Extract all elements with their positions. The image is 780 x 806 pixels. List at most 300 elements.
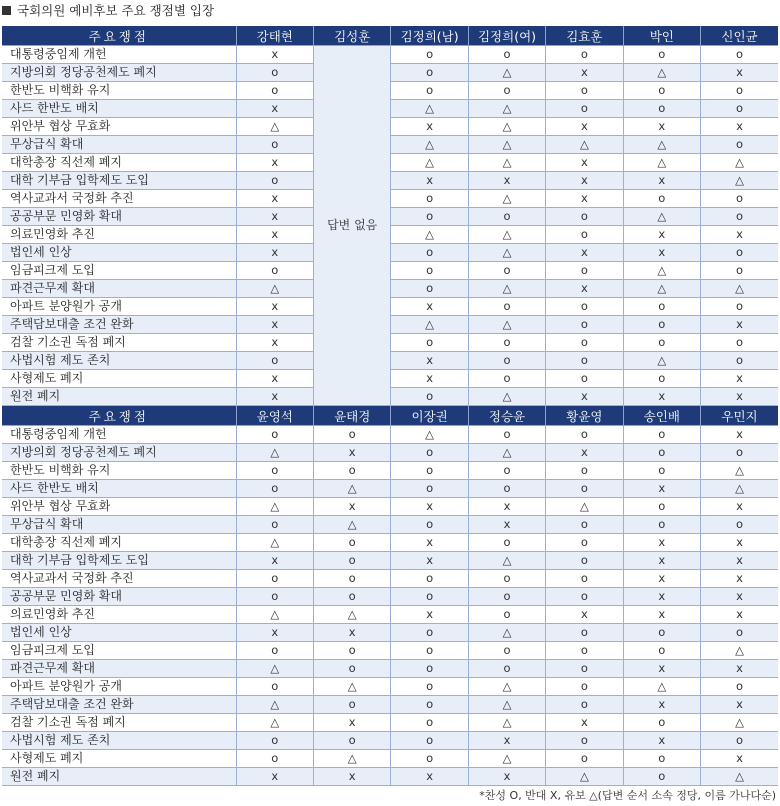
position-cell: x bbox=[623, 570, 700, 588]
position-cell: △ bbox=[236, 660, 313, 678]
position-cell: x bbox=[701, 696, 778, 714]
issue-label: 원전 폐지 bbox=[2, 768, 236, 786]
page-title bbox=[2, 2, 214, 20]
position-cell: o bbox=[313, 426, 390, 444]
position-cell: o bbox=[236, 352, 313, 370]
position-cell: o bbox=[468, 46, 545, 64]
position-cell: o bbox=[623, 498, 700, 516]
position-cell: △ bbox=[468, 552, 545, 570]
legend-note: *찬성 O, 반대 X, 유보 △(답변 순서 소속 정당, 이름 가나다순) bbox=[479, 789, 776, 802]
position-cell: o bbox=[623, 370, 700, 388]
position-cell: o bbox=[391, 82, 468, 100]
issue-label: 임금피크제 도입 bbox=[2, 262, 236, 280]
table-row bbox=[2, 370, 778, 388]
position-cell: o bbox=[701, 352, 778, 370]
position-cell: x bbox=[236, 388, 313, 406]
position-cell: o bbox=[391, 624, 468, 642]
position-cell: △ bbox=[468, 750, 545, 768]
candidate-column-header: 김성훈 bbox=[313, 26, 390, 46]
position-cell: △ bbox=[468, 624, 545, 642]
position-cell: △ bbox=[546, 498, 623, 516]
issue-label: 역사교과서 국정화 추진 bbox=[2, 570, 236, 588]
position-cell: o bbox=[391, 462, 468, 480]
position-cell: o bbox=[236, 172, 313, 190]
position-cell: o bbox=[391, 714, 468, 732]
position-cell: x bbox=[236, 46, 313, 64]
position-cell: x bbox=[236, 768, 313, 786]
position-cell: △ bbox=[468, 280, 545, 298]
position-cell: o bbox=[623, 334, 700, 352]
position-cell: o bbox=[236, 516, 313, 534]
issue-label: 대학 기부금 입학제도 도입 bbox=[2, 552, 236, 570]
position-cell: x bbox=[468, 172, 545, 190]
position-cell: x bbox=[236, 100, 313, 118]
table-row bbox=[2, 606, 778, 624]
position-cell: o bbox=[391, 244, 468, 262]
position-cell: o bbox=[391, 280, 468, 298]
position-cell: x bbox=[623, 732, 700, 750]
table-row bbox=[2, 262, 778, 280]
position-cell: o bbox=[546, 624, 623, 642]
position-cell: o bbox=[468, 208, 545, 226]
table-row bbox=[2, 624, 778, 642]
position-cell: o bbox=[701, 82, 778, 100]
position-cell: o bbox=[546, 208, 623, 226]
position-cell: △ bbox=[468, 388, 545, 406]
position-cell: o bbox=[546, 516, 623, 534]
candidate-column-header: 김효훈 bbox=[546, 26, 623, 46]
position-cell: △ bbox=[701, 154, 778, 172]
table-row bbox=[2, 190, 778, 208]
issue-label: 파견근무제 확대 bbox=[2, 280, 236, 298]
position-cell: o bbox=[701, 732, 778, 750]
position-cell: x bbox=[236, 334, 313, 352]
position-cell: o bbox=[546, 352, 623, 370]
position-cell: o bbox=[546, 552, 623, 570]
position-cell: o bbox=[701, 100, 778, 118]
position-cell: o bbox=[468, 352, 545, 370]
issue-label: 의료민영화 추진 bbox=[2, 226, 236, 244]
position-cell: o bbox=[391, 334, 468, 352]
position-cell: x bbox=[313, 624, 390, 642]
position-cell: o bbox=[236, 678, 313, 696]
position-cell: x bbox=[236, 552, 313, 570]
table-row bbox=[2, 480, 778, 498]
issue-label: 검찰 기소권 독점 폐지 bbox=[2, 714, 236, 732]
position-cell: △ bbox=[546, 768, 623, 786]
position-cell: x bbox=[701, 606, 778, 624]
position-cell: x bbox=[701, 370, 778, 388]
position-cell: △ bbox=[391, 316, 468, 334]
position-cell: o bbox=[701, 624, 778, 642]
candidate-column-header: 황윤영 bbox=[546, 406, 623, 426]
position-cell: o bbox=[391, 46, 468, 64]
position-cell: x bbox=[546, 606, 623, 624]
issue-label: 대통령중임제 개헌 bbox=[2, 46, 236, 64]
position-cell: o bbox=[236, 642, 313, 660]
position-cell: o bbox=[546, 534, 623, 552]
table-row bbox=[2, 426, 778, 444]
position-cell: △ bbox=[623, 154, 700, 172]
position-cell: x bbox=[236, 244, 313, 262]
position-cell: o bbox=[236, 480, 313, 498]
candidate-column-header: 김정희(여) bbox=[468, 26, 545, 46]
table-row bbox=[2, 588, 778, 606]
position-cell: o bbox=[236, 750, 313, 768]
issue-label: 검찰 기소권 독점 폐지 bbox=[2, 334, 236, 352]
position-cell: △ bbox=[701, 280, 778, 298]
position-cell: x bbox=[623, 118, 700, 136]
table-row bbox=[2, 462, 778, 480]
position-cell: o bbox=[468, 426, 545, 444]
position-cell: x bbox=[546, 244, 623, 262]
table-top-header bbox=[2, 26, 778, 46]
position-cell: o bbox=[468, 334, 545, 352]
position-cell: x bbox=[391, 118, 468, 136]
position-cell: o bbox=[391, 480, 468, 498]
position-cell: △ bbox=[468, 444, 545, 462]
table-row bbox=[2, 498, 778, 516]
table-row bbox=[2, 352, 778, 370]
candidate-column-header: 윤영석 bbox=[236, 406, 313, 426]
position-cell: △ bbox=[623, 136, 700, 154]
position-cell: o bbox=[546, 370, 623, 388]
table-row bbox=[2, 334, 778, 352]
position-cell: △ bbox=[468, 244, 545, 262]
header-row bbox=[2, 26, 778, 46]
position-cell: △ bbox=[468, 100, 545, 118]
candidate-column-header: 우민지 bbox=[701, 406, 778, 426]
issue-label: 한반도 비핵화 유지 bbox=[2, 82, 236, 100]
position-cell: x bbox=[468, 732, 545, 750]
table-bottom-header bbox=[2, 406, 778, 426]
position-cell: x bbox=[546, 714, 623, 732]
position-cell: o bbox=[546, 642, 623, 660]
position-cell: △ bbox=[468, 316, 545, 334]
position-cell: o bbox=[546, 100, 623, 118]
position-cell: x bbox=[546, 444, 623, 462]
position-cell: x bbox=[546, 154, 623, 172]
position-cell: o bbox=[468, 462, 545, 480]
position-cell: x bbox=[391, 768, 468, 786]
position-cell: o bbox=[468, 606, 545, 624]
issue-label: 사법시험 제도 존치 bbox=[2, 352, 236, 370]
table-row bbox=[2, 136, 778, 154]
position-cell: o bbox=[391, 190, 468, 208]
position-cell: △ bbox=[313, 480, 390, 498]
position-cell: x bbox=[701, 588, 778, 606]
positions-table-bottom bbox=[2, 406, 778, 786]
table-row bbox=[2, 208, 778, 226]
issue-label: 무상급식 확대 bbox=[2, 516, 236, 534]
position-cell: o bbox=[546, 678, 623, 696]
position-cell: o bbox=[313, 642, 390, 660]
issue-label: 아파트 분양원가 공개 bbox=[2, 678, 236, 696]
position-cell: △ bbox=[701, 768, 778, 786]
table-row bbox=[2, 750, 778, 768]
position-cell: △ bbox=[468, 714, 545, 732]
table-row bbox=[2, 444, 778, 462]
position-cell: x bbox=[391, 606, 468, 624]
position-cell: △ bbox=[391, 100, 468, 118]
position-cell: o bbox=[313, 552, 390, 570]
position-cell: o bbox=[236, 262, 313, 280]
issue-label: 사형제도 폐지 bbox=[2, 370, 236, 388]
position-cell: o bbox=[391, 208, 468, 226]
position-cell: o bbox=[546, 462, 623, 480]
position-cell: o bbox=[623, 714, 700, 732]
position-cell: x bbox=[468, 498, 545, 516]
candidate-column-header: 정승윤 bbox=[468, 406, 545, 426]
position-cell: △ bbox=[391, 226, 468, 244]
table-row bbox=[2, 678, 778, 696]
position-cell: △ bbox=[468, 696, 545, 714]
issue-label: 위안부 협상 무효화 bbox=[2, 118, 236, 136]
issue-label: 사드 한반도 배치 bbox=[2, 100, 236, 118]
position-cell: o bbox=[623, 100, 700, 118]
issue-label: 지방의회 정당공천제도 폐지 bbox=[2, 64, 236, 82]
issue-label: 역사교과서 국정화 추진 bbox=[2, 190, 236, 208]
position-cell: o bbox=[623, 444, 700, 462]
position-cell: △ bbox=[236, 606, 313, 624]
position-cell: o bbox=[546, 226, 623, 244]
issue-label: 의료민영화 추진 bbox=[2, 606, 236, 624]
position-cell: △ bbox=[313, 606, 390, 624]
position-cell: x bbox=[701, 226, 778, 244]
table-top-body bbox=[2, 46, 778, 406]
position-cell: o bbox=[623, 316, 700, 334]
position-cell: o bbox=[701, 208, 778, 226]
position-cell: x bbox=[701, 552, 778, 570]
position-cell: o bbox=[623, 768, 700, 786]
position-cell: o bbox=[701, 444, 778, 462]
table-row bbox=[2, 316, 778, 334]
position-cell: x bbox=[236, 226, 313, 244]
position-cell: x bbox=[701, 660, 778, 678]
position-cell: o bbox=[623, 642, 700, 660]
position-cell: o bbox=[546, 660, 623, 678]
position-cell: x bbox=[546, 118, 623, 136]
position-cell: o bbox=[313, 660, 390, 678]
position-cell: o bbox=[468, 570, 545, 588]
position-cell: △ bbox=[468, 190, 545, 208]
position-cell: o bbox=[391, 660, 468, 678]
position-cell: o bbox=[236, 82, 313, 100]
issue-label: 사드 한반도 배치 bbox=[2, 480, 236, 498]
position-cell: x bbox=[623, 606, 700, 624]
position-cell: o bbox=[391, 444, 468, 462]
position-cell: △ bbox=[468, 118, 545, 136]
position-cell: △ bbox=[313, 516, 390, 534]
position-cell: o bbox=[546, 262, 623, 280]
issue-label: 사형제도 폐지 bbox=[2, 750, 236, 768]
position-cell: o bbox=[468, 660, 545, 678]
position-cell: x bbox=[701, 570, 778, 588]
issue-label: 위안부 협상 무효화 bbox=[2, 498, 236, 516]
issue-label: 원전 폐지 bbox=[2, 388, 236, 406]
position-cell: o bbox=[236, 732, 313, 750]
position-cell: o bbox=[468, 480, 545, 498]
position-cell: o bbox=[623, 462, 700, 480]
position-cell: △ bbox=[468, 136, 545, 154]
position-cell: o bbox=[391, 64, 468, 82]
position-cell: o bbox=[468, 642, 545, 660]
position-cell: x bbox=[701, 426, 778, 444]
no-answer-cell: 답변 없음 bbox=[313, 46, 390, 406]
table-row bbox=[2, 226, 778, 244]
position-cell: △ bbox=[623, 280, 700, 298]
issue-label: 아파트 분양원가 공개 bbox=[2, 298, 236, 316]
table-row bbox=[2, 516, 778, 534]
position-cell: x bbox=[236, 624, 313, 642]
position-cell: x bbox=[701, 64, 778, 82]
page-title-text: 국회의원 예비후보 주요 쟁점별 입장 bbox=[17, 3, 215, 18]
position-cell: o bbox=[468, 298, 545, 316]
position-cell: x bbox=[546, 388, 623, 406]
issue-label: 파견근무제 확대 bbox=[2, 660, 236, 678]
position-cell: o bbox=[236, 64, 313, 82]
position-cell: x bbox=[701, 750, 778, 768]
position-cell: x bbox=[236, 190, 313, 208]
position-cell: o bbox=[701, 136, 778, 154]
position-cell: o bbox=[236, 426, 313, 444]
table-row bbox=[2, 46, 778, 64]
position-cell: x bbox=[546, 190, 623, 208]
position-cell: x bbox=[623, 244, 700, 262]
table-row bbox=[2, 732, 778, 750]
table-row bbox=[2, 768, 778, 786]
position-cell: △ bbox=[236, 498, 313, 516]
position-cell: x bbox=[623, 226, 700, 244]
position-cell: x bbox=[391, 370, 468, 388]
position-cell: o bbox=[701, 298, 778, 316]
candidate-column-header: 송인배 bbox=[623, 406, 700, 426]
position-cell: o bbox=[391, 516, 468, 534]
issue-label: 지방의회 정당공천제도 폐지 bbox=[2, 444, 236, 462]
position-cell: o bbox=[313, 570, 390, 588]
position-cell: x bbox=[391, 552, 468, 570]
table-row bbox=[2, 552, 778, 570]
position-cell: o bbox=[313, 732, 390, 750]
issue-label: 임금피크제 도입 bbox=[2, 642, 236, 660]
position-cell: o bbox=[701, 334, 778, 352]
table-row bbox=[2, 244, 778, 262]
table-bottom-body bbox=[2, 426, 778, 786]
position-cell: o bbox=[546, 82, 623, 100]
position-cell: △ bbox=[236, 444, 313, 462]
position-cell: x bbox=[391, 172, 468, 190]
position-cell: o bbox=[391, 588, 468, 606]
position-cell: o bbox=[701, 262, 778, 280]
position-cell: o bbox=[391, 388, 468, 406]
position-cell: o bbox=[313, 534, 390, 552]
candidate-column-header: 김정희(남) bbox=[391, 26, 468, 46]
position-cell: o bbox=[546, 588, 623, 606]
position-cell: o bbox=[468, 588, 545, 606]
position-cell: △ bbox=[391, 426, 468, 444]
position-cell: o bbox=[546, 298, 623, 316]
table-row bbox=[2, 714, 778, 732]
header-row bbox=[2, 406, 778, 426]
position-cell: x bbox=[701, 534, 778, 552]
position-cell: o bbox=[468, 82, 545, 100]
position-cell: x bbox=[623, 696, 700, 714]
position-cell: o bbox=[468, 262, 545, 280]
position-cell: x bbox=[236, 316, 313, 334]
position-cell: x bbox=[623, 534, 700, 552]
position-cell: x bbox=[236, 208, 313, 226]
candidate-column-header: 강태현 bbox=[236, 26, 313, 46]
position-cell: o bbox=[623, 516, 700, 534]
issue-label: 공공부문 민영화 확대 bbox=[2, 208, 236, 226]
position-cell: △ bbox=[701, 642, 778, 660]
position-cell: △ bbox=[236, 714, 313, 732]
table-row bbox=[2, 534, 778, 552]
position-cell: x bbox=[236, 154, 313, 172]
position-cell: △ bbox=[623, 352, 700, 370]
position-cell: o bbox=[623, 298, 700, 316]
position-cell: △ bbox=[623, 262, 700, 280]
position-cell: △ bbox=[623, 678, 700, 696]
position-cell: △ bbox=[236, 696, 313, 714]
positions-table-top bbox=[2, 26, 778, 406]
position-cell: o bbox=[546, 750, 623, 768]
position-cell: o bbox=[313, 462, 390, 480]
table-row bbox=[2, 570, 778, 588]
position-cell: x bbox=[236, 298, 313, 316]
position-cell: △ bbox=[391, 154, 468, 172]
position-cell: x bbox=[313, 768, 390, 786]
position-cell: o bbox=[391, 696, 468, 714]
issue-label: 법인세 인상 bbox=[2, 244, 236, 262]
position-cell: △ bbox=[701, 462, 778, 480]
position-cell: x bbox=[701, 316, 778, 334]
position-cell: △ bbox=[391, 136, 468, 154]
square-bullet-icon bbox=[2, 6, 11, 15]
position-cell: △ bbox=[468, 64, 545, 82]
position-cell: o bbox=[546, 46, 623, 64]
position-cell: △ bbox=[468, 678, 545, 696]
position-cell: x bbox=[701, 388, 778, 406]
position-cell: o bbox=[391, 262, 468, 280]
issue-label: 한반도 비핵화 유지 bbox=[2, 462, 236, 480]
position-cell: x bbox=[623, 172, 700, 190]
position-cell: o bbox=[391, 570, 468, 588]
position-cell: x bbox=[313, 714, 390, 732]
issue-label: 주택담보대출 조건 완화 bbox=[2, 316, 236, 334]
position-cell: o bbox=[391, 642, 468, 660]
position-cell: △ bbox=[468, 226, 545, 244]
issue-label: 사법시험 제도 존치 bbox=[2, 732, 236, 750]
position-cell: o bbox=[546, 426, 623, 444]
position-cell: o bbox=[313, 696, 390, 714]
position-cell: o bbox=[391, 678, 468, 696]
table-row bbox=[2, 696, 778, 714]
position-cell: o bbox=[546, 480, 623, 498]
issue-label: 대학총장 직선제 폐지 bbox=[2, 154, 236, 172]
position-cell: o bbox=[701, 516, 778, 534]
issue-label: 대통령중임제 개헌 bbox=[2, 426, 236, 444]
issue-column-header: 주요쟁점 bbox=[2, 26, 236, 46]
position-cell: o bbox=[236, 588, 313, 606]
position-cell: o bbox=[546, 570, 623, 588]
position-cell: △ bbox=[313, 678, 390, 696]
candidate-column-header: 이장권 bbox=[391, 406, 468, 426]
position-cell: △ bbox=[623, 64, 700, 82]
table-row bbox=[2, 642, 778, 660]
position-cell: x bbox=[546, 172, 623, 190]
position-cell: △ bbox=[623, 208, 700, 226]
